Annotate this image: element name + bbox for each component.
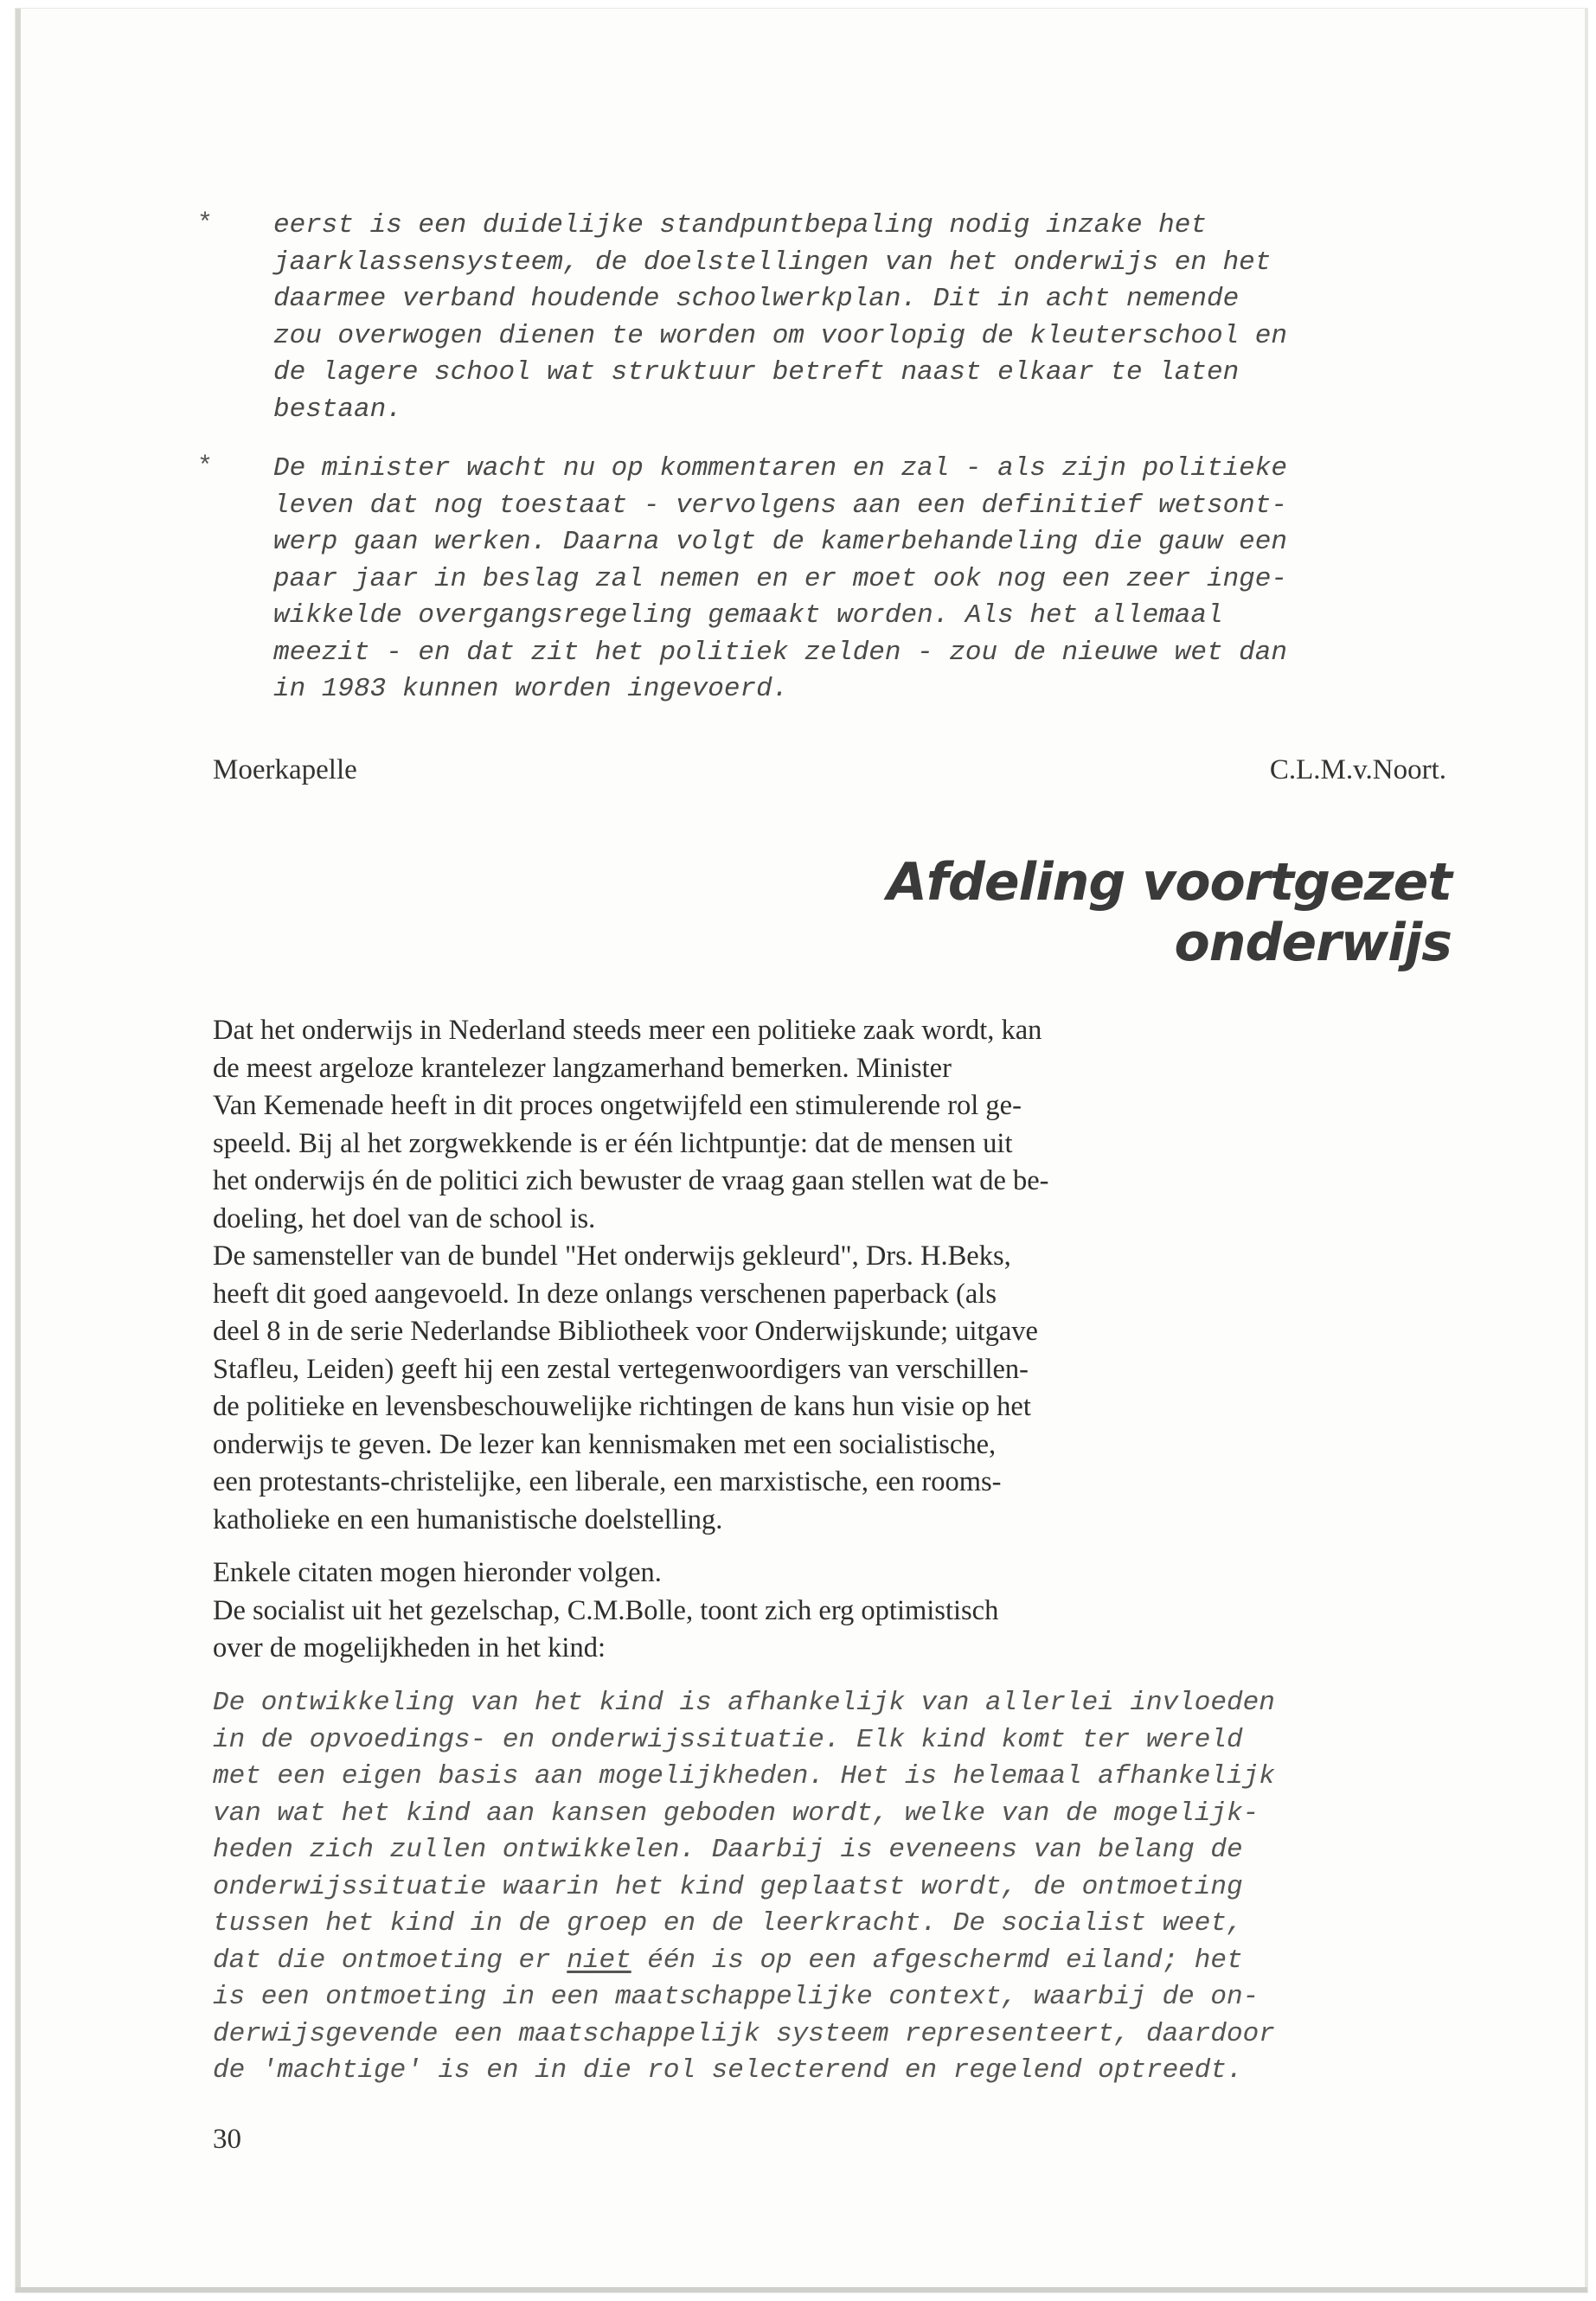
text-fragment: één is op een afgeschermd eiland; het (631, 1945, 1243, 1976)
text-line: deel 8 in de serie Nederlandse Bibliotheek voor Onderwijskunde; uitgave (213, 1316, 1038, 1347)
signature-line (213, 754, 1446, 786)
text-line: Enkele citaten mogen hieronder volgen. (213, 1557, 662, 1588)
text-line: onderwijssituatie waarin het kind geplaatst wordt, de ontmoeting (213, 1871, 1243, 1902)
block-quote (213, 1685, 1458, 2090)
text-line: meezit - en dat zit het politiek zelden - zou de nieuwe wet dan (273, 637, 1287, 668)
bullet-item (197, 208, 1452, 428)
text-line: Stafleu, Leiden) geeft hij een zestal vertegenwoordigers van verschillen- (213, 1353, 1029, 1385)
text-line: eerst is een duidelijke standpuntbepaling nodig inzake het (273, 210, 1207, 240)
bullet-mark: * (197, 452, 214, 482)
text-line (213, 1943, 1458, 1980)
text-line: onderwijs te geven. De lezer kan kennismaken met een socialistische, (213, 1428, 997, 1460)
text-line: de politieke en levensbeschouwelijke richtingen de kans hun visie op het (213, 1391, 1031, 1422)
bullet-list (197, 208, 1452, 731)
document-page (16, 9, 1587, 2292)
bullet-item (197, 451, 1452, 708)
text-line: tussen het kind in de groep en de leerkracht. De socialist weet, (213, 1908, 1243, 1939)
text-line: het onderwijs én de politici zich bewuster de vraag gaan stellen wat de be- (213, 1165, 1049, 1196)
text-line: derwijsgevende een maatschappelijk systeem representeert, daardoor (213, 2018, 1275, 2049)
text-fragment: dat die ontmoeting er (213, 1945, 567, 1976)
text-line: katholieke en een humanistische doelstelling. (213, 1503, 723, 1535)
signature-place: Moerkapelle (213, 754, 357, 785)
text-line: een protestants-christelijke, een liberale, een marxistische, een rooms- (213, 1466, 1002, 1497)
page-edge-right (1585, 9, 1587, 2292)
bullet-mark: * (197, 209, 214, 239)
text-line: Van Kemenade heeft in dit proces ongetwijfeld een stimulerende rol ge- (213, 1090, 1022, 1121)
page-edge-left (16, 9, 21, 2292)
paragraph (213, 1012, 1458, 1539)
article-body (213, 1012, 1458, 1668)
text-line: werp gaan werken. Daarna volgt de kamerbehandeling die gauw een (273, 527, 1287, 557)
text-line: De socialist uit het gezelschap, C.M.Bolle, toont zich erg optimistisch (213, 1594, 999, 1626)
bullet-text (273, 208, 1452, 428)
text-line: De samensteller van de bundel "Het onderwijs gekleurd", Drs. H.Beks, (213, 1240, 1011, 1272)
text-line: over de mogelijkheden in het kind: (213, 1632, 606, 1663)
quote-text (213, 1685, 1458, 2090)
page-number: 30 (213, 2124, 241, 2155)
text-line: paar jaar in beslag zal nemen en er moet ook nog een zeer inge- (273, 563, 1287, 594)
text-line: heeft dit goed aangevoeld. In deze onlangs verschenen paperback (als (213, 1278, 997, 1310)
page-edge-bottom (16, 2287, 1587, 2292)
signature-name: C.L.M.v.Noort. (1269, 754, 1446, 785)
text-line: jaarklassensysteem, de doelstellingen van het onderwijs en het (273, 247, 1272, 278)
text-line: De ontwikkeling van het kind is afhankelijk van allerlei invloeden (213, 1688, 1275, 1718)
text-line: heden zich zullen ontwikkelen. Daarbij is eveneens van belang de (213, 1835, 1243, 1865)
text-line: van wat het kind aan kansen geboden wordt, welke van de mogelijk- (213, 1798, 1259, 1829)
text-line: de 'machtige' is en in die rol selecterend en regelend optreedt. (213, 2055, 1243, 2086)
text-line: zou overwogen dienen te worden om voorlopig de kleuterschool en (273, 320, 1287, 351)
underlined-word: niet (567, 1945, 631, 1976)
text-line: in de opvoedings- en onderwijssituatie. Elk kind komt ter wereld (213, 1724, 1243, 1755)
text-line: doeling, het doel van de school is. (213, 1202, 596, 1234)
section-heading: Afdeling voortgezet onderwijs (887, 852, 1452, 973)
text-line: is een ontmoeting in een maatschappelijke context, waarbij de on- (213, 1982, 1259, 2012)
text-line: de meest argeloze krantelezer langzamerhand bemerken. Minister (213, 1052, 952, 1084)
text-line: de lagere school wat struktuur betreft naast elkaar te laten (273, 357, 1240, 388)
text-line: wikkelde overgangsregeling gemaakt worden. Als het allemaal (273, 600, 1223, 631)
text-line: speeld. Bij al het zorgwekkende is er één lichtpuntje: dat de mensen uit (213, 1127, 1013, 1159)
text-line: daarmee verband houdende schoolwerkplan. Dit in acht nemende (273, 284, 1240, 314)
text-line: leven dat nog toestaat - vervolgens aan een definitief wetsont- (273, 490, 1287, 521)
text-line: De minister wacht nu op kommentaren en zal - als zijn politieke (273, 453, 1287, 484)
text-line: Dat het onderwijs in Nederland steeds meer een politieke zaak wordt, kan (213, 1015, 1042, 1046)
text-line: bestaan. (273, 394, 402, 425)
bullet-text (273, 451, 1452, 708)
text-line: met een eigen basis aan mogelijkheden. Het is helemaal afhankelijk (213, 1761, 1275, 1791)
text-line: in 1983 kunnen worden ingevoerd. (273, 674, 789, 704)
paragraph (213, 1554, 1458, 1668)
